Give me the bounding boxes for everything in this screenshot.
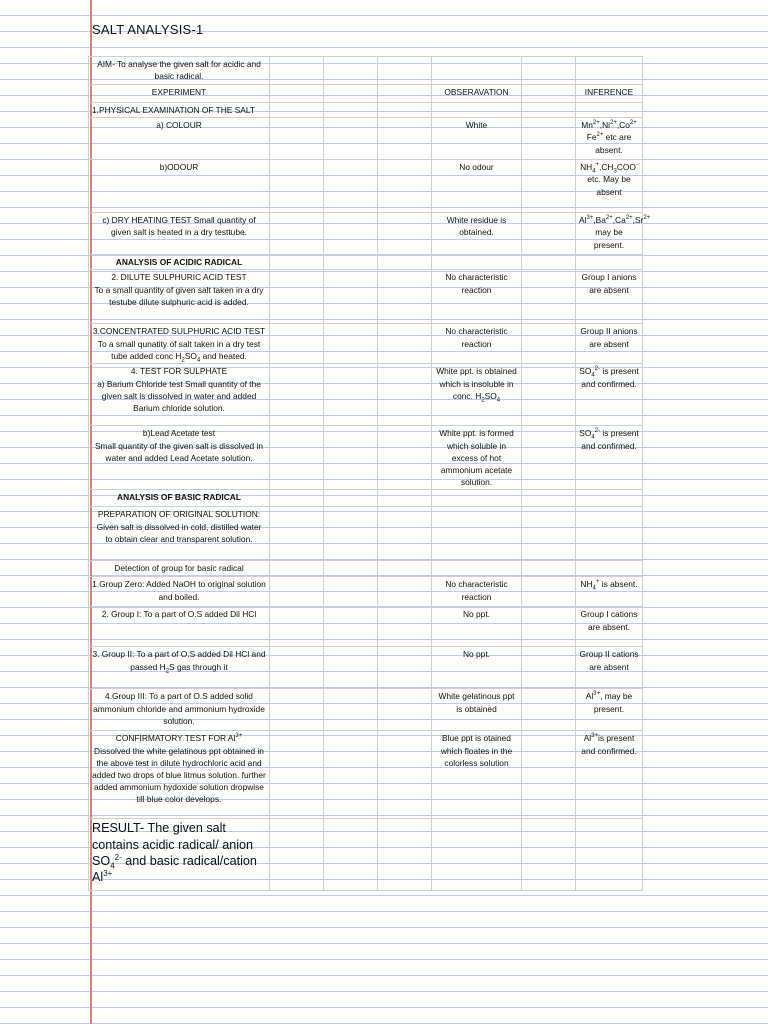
sulphate-barium-experiment: 4. TEST FOR SULPHATE a) Barium Chloride test Small quantity of the given salt is dissolved in water and added Barium chloride solution. bbox=[89, 364, 270, 426]
dry-heating-row bbox=[89, 213, 643, 255]
dilute-acid-observation: No characteristic reaction bbox=[432, 270, 522, 324]
confirmatory-inference: $Al^{3+}is$ present and confirmed. bbox=[576, 731, 643, 819]
dilute-acid-inference: Group I anions are absent bbox=[576, 270, 643, 324]
group-zero-row bbox=[89, 577, 643, 607]
acidic-section-heading: ANALYSIS OF ACIDIC RADICAL bbox=[89, 255, 270, 270]
colour-observation: White bbox=[432, 118, 522, 160]
conc-acid-observation: No characteristic reaction bbox=[432, 324, 522, 364]
physical-section-row bbox=[89, 103, 643, 118]
basic-section-heading: ANALYSIS OF BASIC RADICAL bbox=[89, 490, 270, 507]
group-zero-experiment: 1.Group Zero: Added NaOH to original solution and boiled. bbox=[89, 577, 270, 607]
original-solution-row bbox=[89, 507, 643, 561]
group-one-row bbox=[89, 607, 643, 647]
dilute-acid-experiment: 2. DILUTE SULPHURIC ACID TEST To a small quantity of given salt taken in a dry testube dilute sulphuric acid is added. bbox=[89, 270, 270, 324]
detection-heading: Detection of group for basic radical bbox=[89, 561, 270, 577]
dry-heating-inference: $Al^{3+},Ba^{2+},Ca^{2+},Sr^{2+}$ may be present. bbox=[576, 213, 643, 255]
result-text: RESULT- The given salt contains acidic radical/ anion $SO_4^{2-}$ and basic radical/cation $Al^{3+}$ bbox=[89, 819, 270, 891]
odour-row bbox=[89, 160, 643, 213]
header-row bbox=[89, 85, 643, 103]
group-two-observation: No ppt. bbox=[432, 647, 522, 689]
colour-inference: $Mn^{2+},Ni^{2+},Co^{2+}$ $Fe^{2+}$ etc are absent. bbox=[576, 118, 643, 160]
confirmatory-observation: Blue ppt is otained which floates in the colorless solution bbox=[432, 731, 522, 819]
odour-observation: No odour bbox=[432, 160, 522, 213]
dilute-acid-row bbox=[89, 270, 643, 324]
conc-acid-experiment: 3.CONCENTRATED SULPHURIC ACID TEST To a small qunatity of salt taken in a dry test tube added conc $H_2SO_4$ and heated. bbox=[89, 324, 270, 364]
confirmatory-experiment: CONFIRMATORY TEST FOR $Al^{3+}$ Dissolved the white gelatinous ppt obtained in the above test in dilute hydrochloric acid and added two drops of blue litmus solution. further added ammonium hydoxide solution dropwise till blue color develops. bbox=[89, 731, 270, 819]
sulphate-lead-experiment: b)Lead Acetate test Small quantity of the given salt is dissolved in water and added Lead Acetate solution. bbox=[89, 426, 270, 490]
sulphate-barium-observation: White ppt. is obtained which is insoluble in conc. $H_2SO_4$ bbox=[432, 364, 522, 426]
conc-acid-inference: Group II anions are absent bbox=[576, 324, 643, 364]
analysis-table bbox=[88, 56, 651, 891]
group-one-inference: Group I cations are absent. bbox=[576, 607, 643, 647]
conc-acid-row bbox=[89, 324, 643, 364]
sulphate-lead-inference: $SO_4^{2-}$ is present and confirmed. bbox=[576, 426, 643, 490]
sulphate-lead-row bbox=[89, 426, 643, 490]
observation-header: OBSERAVATION bbox=[432, 85, 522, 103]
dry-heating-experiment: c) DRY HEATING TEST Small quantity of given salt is heated in a dry testtube. bbox=[89, 213, 270, 255]
colour-experiment: a) COLOUR bbox=[89, 118, 270, 160]
confirmatory-row bbox=[89, 731, 643, 819]
sulphate-lead-observation: White ppt. is formed which soluble in excess of hot ammonium acetate solution. bbox=[432, 426, 522, 490]
group-two-inference: Group II cations are absent bbox=[576, 647, 643, 689]
sulphate-barium-row bbox=[89, 364, 643, 426]
detection-row bbox=[89, 561, 643, 577]
group-one-observation: No ppt. bbox=[432, 607, 522, 647]
dry-heating-observation: White residue is obtained. bbox=[432, 213, 522, 255]
group-two-row bbox=[89, 647, 643, 689]
acidic-section-row bbox=[89, 255, 643, 270]
group-zero-inference: $NH_4^+$ is absent. bbox=[576, 577, 643, 607]
group-zero-observation: No characteristic reaction bbox=[432, 577, 522, 607]
group-three-row bbox=[89, 689, 643, 731]
aim-text: AIM- To analyse the given salt for acidic and basic radical. bbox=[89, 57, 270, 85]
result-row bbox=[89, 819, 643, 891]
basic-section-row bbox=[89, 490, 643, 507]
sulphate-barium-inference: $SO_4^{2-}$ is present and confirmed. bbox=[576, 364, 643, 426]
aim-row bbox=[89, 57, 643, 85]
odour-inference: $NH_4^+,CH_3COO^-$ etc. May be absent bbox=[576, 160, 643, 213]
experiment-header: EXPERIMENT bbox=[89, 85, 270, 103]
group-three-observation: White gelatinous ppt is obtained bbox=[432, 689, 522, 731]
colour-row bbox=[89, 118, 643, 160]
page-title: SALT ANALYSIS-1 bbox=[92, 22, 204, 37]
group-two-experiment: 3. Group II: To a part of O.S added Dil HCl and passed $H_2S$ gas through it bbox=[89, 647, 270, 689]
group-one-experiment: 2. Group I: To a part of O.S added Dil HCl bbox=[89, 607, 270, 647]
group-three-experiment: 4.Group III: To a part of O.S added solid ammonium chloride and ammonium hydroxide solution. bbox=[89, 689, 270, 731]
inference-header: INFERENCE bbox=[576, 85, 643, 103]
odour-experiment: b)ODOUR bbox=[89, 160, 270, 213]
physical-section-heading: 1.PHYSICAL EXAMINATION OF THE SALT bbox=[89, 103, 270, 118]
original-solution-experiment: PREPARATION OF ORIGINAL SOLUTION: Given salt is dissolved in cold, distilled water to obtain clear and transparent solution. bbox=[89, 507, 270, 561]
group-three-inference: $Al^{3+}$, may be present. bbox=[576, 689, 643, 731]
